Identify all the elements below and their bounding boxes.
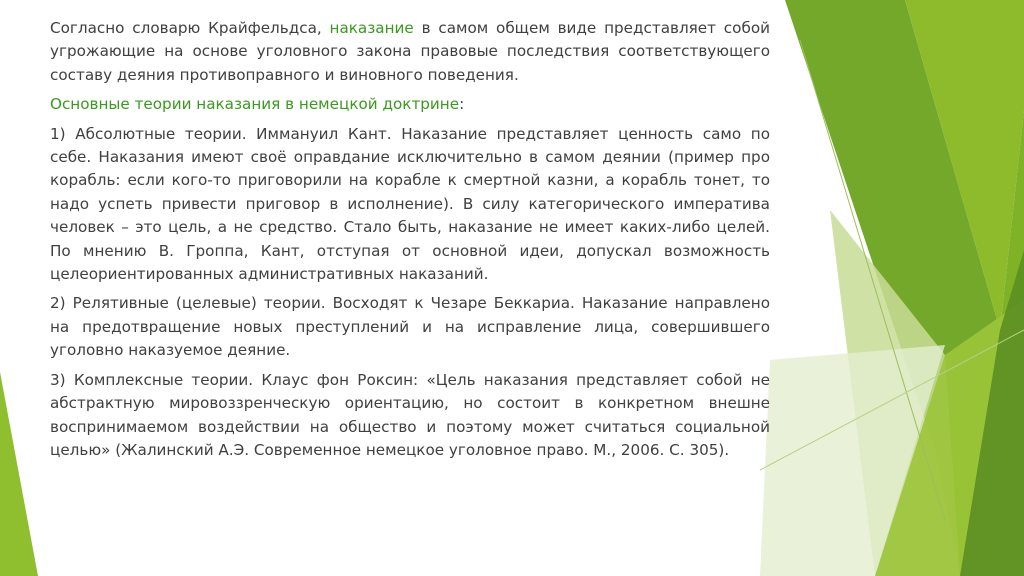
theories-heading-colon: :	[459, 95, 465, 114]
theories-heading	[50, 93, 770, 116]
left-green-triangle	[0, 372, 38, 576]
intro-text-after: в самом общем виде представляет собой угрожающие на основе уголовного закона правовые последствия соответствующего составу деяния противоправного и виновного поведения.	[50, 19, 770, 84]
intro-paragraph	[50, 17, 770, 87]
theories-heading-text: Основные теории наказания в немецкой доктрине	[50, 95, 460, 114]
slide-text-body	[50, 17, 770, 468]
relative-theories-paragraph: 2) Релятивные (целевые) теории. Восходят к Чезаре Беккариа. Наказание направлено на предотвращение новых преступлений и на исправление лица, совершившего уголовно наказуемое деяние.	[50, 294, 770, 360]
absolute-theories-paragraph: 1) Абсолютные теории. Иммануил Кант. Наказание представляет ценность само по себе. Наказания имеют своё оправдание исключительно в самом деянии (пример про корабль: если кого-то приговорили на корабле к смертной казни, а корабль тонет, то надо успеть привести приговор в исполнение). В силу категорического императива человек – это цель, а не средство. Стало быть, наказание не имеет каких-либо целей. По мнению В. Гроппа, Кант, отступая от основной идеи, допускал возможность целеориентированных административных наказаний.	[50, 124, 770, 284]
intro-highlight-term: наказание	[329, 19, 414, 37]
complex-theories-paragraph: 3) Комплексные теории. Клаус фон Роксин: «Цель наказания представляет собой не абстрактную мировоззренческую ориентацию, но состоит в конкретном внешне воспринимаемом воздействии на общество и поэтому может считаться социальной целью» (Жалинский А.Э. Современное немецкое уголовное право. М., 2006. С. 305).	[50, 370, 770, 459]
intro-text-before: Согласно словарю Крайфельдса,	[50, 19, 330, 37]
